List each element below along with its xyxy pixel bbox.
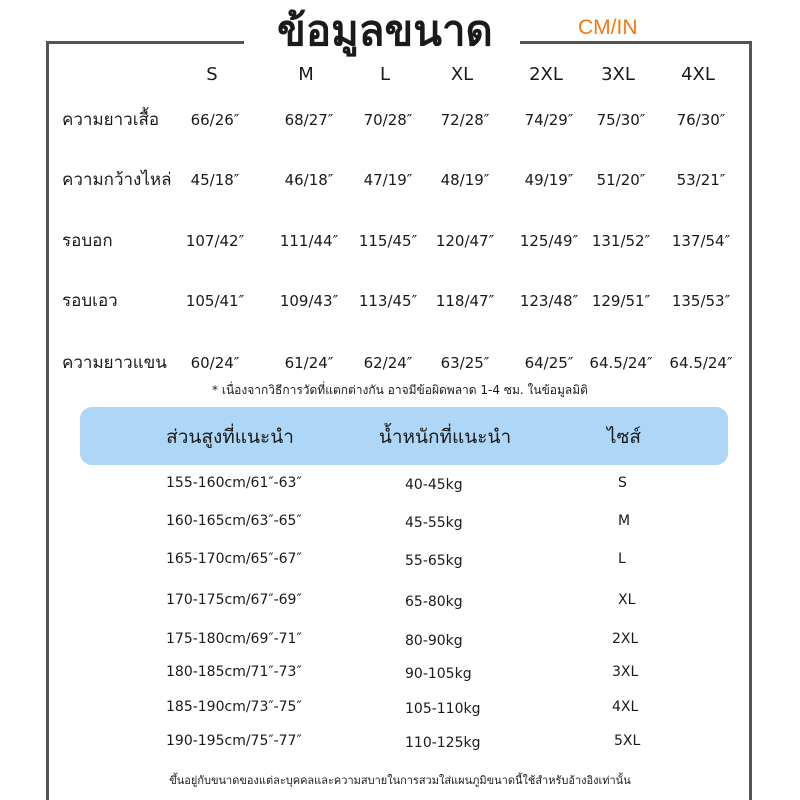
measurement-value: 129/51″ [591, 292, 651, 310]
size-header: 3XL [601, 64, 635, 85]
measurement-value: 75/30″ [596, 111, 646, 129]
measurement-value: 113/45″ [358, 292, 418, 310]
header-recommended-height: ส่วนสูงที่แนะนำ [166, 426, 294, 448]
measurement-value: 53/21″ [676, 171, 726, 189]
measurement-value: 137/54″ [671, 232, 731, 250]
measurement-value: 48/19″ [440, 171, 490, 189]
measurement-label: รอบอก [62, 231, 113, 251]
measurement-value: 63/25″ [440, 354, 490, 372]
header-size: ไซส์ [606, 426, 642, 448]
measurement-value: 118/47″ [435, 292, 495, 310]
recommended-size: S [618, 475, 627, 491]
measurement-value: 120/47″ [435, 232, 495, 250]
measurement-value: 123/48″ [519, 292, 579, 310]
size-header: L [379, 64, 391, 85]
measurement-label: ความกว้างไหล่ [62, 170, 172, 190]
measurement-value: 74/29″ [524, 111, 574, 129]
measurement-value: 131/52″ [591, 232, 651, 250]
header-recommended-weight: น้ำหนักที่แนะนำ [378, 426, 512, 448]
measurement-value: 115/45″ [358, 232, 418, 250]
recommended-weight: 45-55kg [405, 515, 463, 531]
recommended-height: 160-165cm/63″-65″ [166, 513, 302, 529]
recommended-weight: 40-45kg [405, 477, 463, 493]
measurement-value: 135/53″ [671, 292, 731, 310]
recommended-height: 170-175cm/67″-69″ [166, 592, 302, 608]
measurement-note: * เนื่องจากวิธีการวัดที่แตกต่างกัน อาจมีข้อผิดพลาด 1-4 ซม. ในข้อมูลมิติ [212, 383, 588, 397]
measurement-value: 64.5/24″ [669, 354, 733, 372]
measurement-value: 47/19″ [363, 171, 413, 189]
recommended-size: 3XL [612, 664, 639, 680]
measurement-value: 111/44″ [279, 232, 339, 250]
recommended-height: 175-180cm/69″-71″ [166, 631, 302, 647]
unit-label: CM/IN [578, 16, 638, 39]
measurement-value: 62/24″ [363, 354, 413, 372]
recommended-height: 155-160cm/61″-63″ [166, 475, 302, 491]
size-header: 4XL [681, 64, 715, 85]
measurement-value: 109/43″ [279, 292, 339, 310]
frame-top-left [46, 41, 244, 44]
recommended-size: 5XL [614, 733, 641, 749]
measurement-value: 66/26″ [190, 111, 240, 129]
measurement-value: 72/28″ [440, 111, 490, 129]
recommended-size: XL [618, 592, 636, 608]
size-header: M [298, 64, 314, 85]
recommended-weight: 90-105kg [405, 666, 472, 682]
measurement-value: 64/25″ [524, 354, 574, 372]
measurement-value: 107/42″ [185, 232, 245, 250]
recommended-height: 165-170cm/65″-67″ [166, 551, 302, 567]
measurement-value: 64.5/24″ [589, 354, 653, 372]
measurement-value: 45/18″ [190, 171, 240, 189]
page-title: ข้อมูลขนาด [277, 6, 493, 55]
recommended-weight: 110-125kg [405, 735, 481, 751]
recommended-weight: 80-90kg [405, 633, 463, 649]
recommended-size: M [618, 513, 631, 529]
measurement-value: 70/28″ [363, 111, 413, 129]
measurement-label: ความยาวเสื้อ [62, 110, 160, 130]
recommended-size: L [618, 551, 626, 567]
measurement-value: 125/49″ [519, 232, 579, 250]
recommended-weight: 65-80kg [405, 594, 463, 610]
size-header: 2XL [529, 64, 563, 85]
recommended-weight: 55-65kg [405, 553, 463, 569]
measurement-value: 46/18″ [284, 171, 334, 189]
recommended-height: 185-190cm/73″-75″ [166, 699, 302, 715]
measurement-value: 61/24″ [284, 354, 334, 372]
footer-disclaimer: ขึ้นอยู่กับขนาดของแต่ละบุคคลและความสบายในการสวมใส่แผนภูมิขนาดนี้ใช้สำหรับอ้างอิงเท่านั้น [169, 774, 631, 787]
measurement-value: 49/19″ [524, 171, 574, 189]
measurement-label: ความยาวแขน [62, 353, 167, 373]
frame-right [749, 41, 752, 800]
measurement-value: 105/41″ [185, 292, 245, 310]
recommended-size: 4XL [612, 699, 639, 715]
measurement-value: 60/24″ [190, 354, 240, 372]
recommended-weight: 105-110kg [405, 701, 481, 717]
frame-left [46, 41, 49, 800]
measurement-label: รอบเอว [62, 291, 118, 311]
recommended-size: 2XL [612, 631, 639, 647]
measurement-value: 76/30″ [676, 111, 726, 129]
recommended-height: 190-195cm/75″-77″ [166, 733, 302, 749]
measurement-value: 68/27″ [284, 111, 334, 129]
size-header: S [206, 64, 218, 85]
recommended-height: 180-185cm/71″-73″ [166, 664, 302, 680]
size-header: XL [450, 64, 474, 85]
measurement-value: 51/20″ [596, 171, 646, 189]
